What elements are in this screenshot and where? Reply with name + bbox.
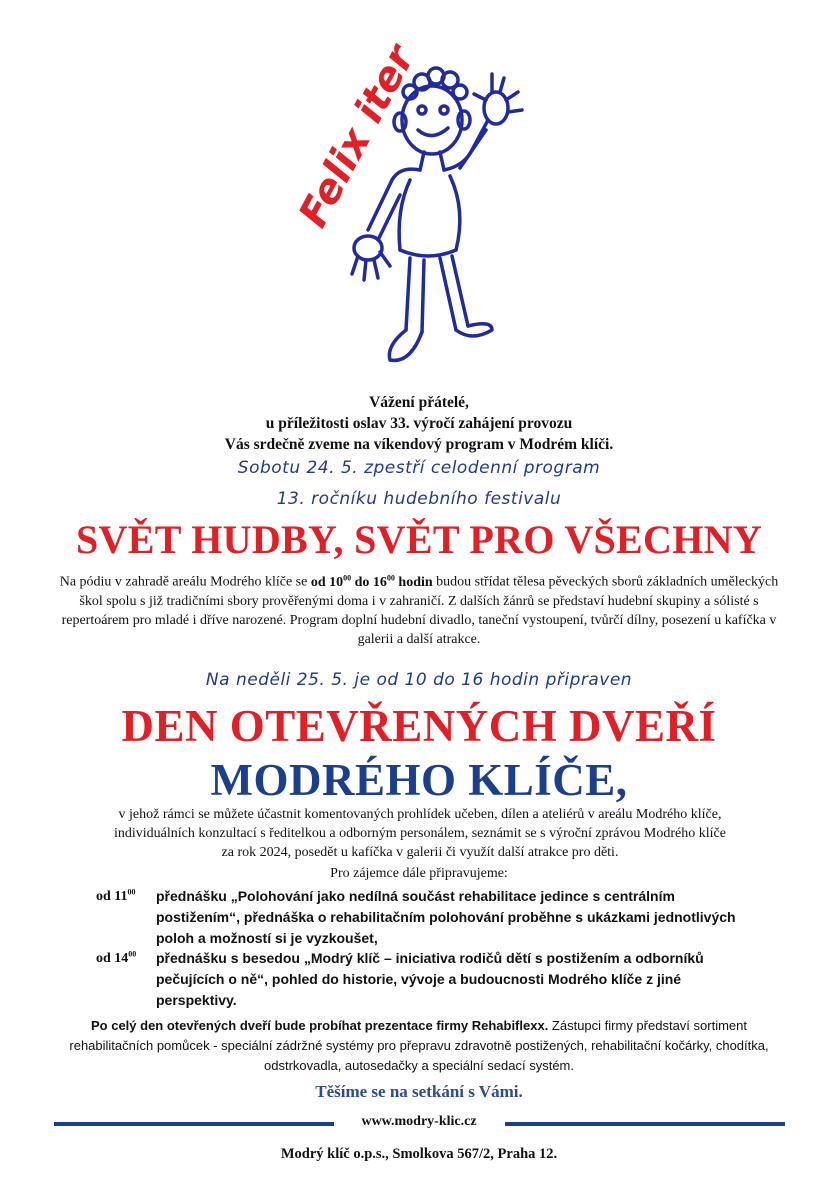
lecture-item — [96, 948, 746, 1011]
lecture-time-hour: od 11 — [96, 889, 128, 904]
lecture-text: přednášku s besedou „Modrý klíč – iniciativa rodičů dětí s postižením a odborníků pečujících o ně“, pohled do historie, vývoje a budoucnosti Modrého klíče z jiné perspektivy. — [156, 950, 704, 1008]
closing-line: Těšíme se na setkání s Vámi. — [315, 1082, 523, 1101]
saturday-line-2: 13. ročníku hudebního festivalu — [276, 489, 562, 509]
festival-desc-part1: Na pódiu v zahradě areálu Modrého klíče se — [59, 574, 311, 590]
time-start: od 10 — [310, 574, 344, 590]
logo-text: Felix iter — [290, 38, 424, 235]
greeting-line-1: Vážení přátelé, — [369, 394, 469, 411]
saturday-line-1: Sobotu 24. 5. zpestří celodenní program — [237, 458, 601, 478]
greeting-line-3: Vás srdečně zveme na víkendový program v Modrém klíči. — [224, 436, 614, 453]
felix-iter-logo — [260, 30, 540, 375]
time-start-sup: 00 — [343, 573, 352, 582]
festival-description — [55, 568, 783, 649]
lecture-time — [96, 948, 156, 969]
address-line: Modrý klíč o.p.s., Smolkova 567/2, Praha 12. — [280, 1146, 558, 1162]
time-unit: hodin — [394, 574, 433, 590]
sunday-line: Na neděli 25. 5. je od 10 do 16 hodin připraven — [205, 670, 633, 690]
interest-line: Pro zájemce dále připravujeme: — [330, 866, 508, 881]
festival-desc-time — [311, 575, 433, 590]
presentation-rest: Zástupci firmy představí sortiment rehabilitačních pomůcek - speciální zádržné systémy pro přepravu zdravotně postižených, rehabilitační kočárky, chodítka, odstrkovadla, autosedačky a speciální sedací systém. — [69, 1018, 769, 1073]
festival-title: SVĚT HUDBY, SVĚT PRO VŠECHNY — [75, 517, 763, 562]
lecture-time — [96, 886, 156, 907]
lecture-time-hour: od 14 — [96, 951, 129, 966]
open-day-title: DEN OTEVŘENÝCH DVEŘÍ — [121, 701, 717, 751]
lecture-item — [96, 886, 746, 949]
open-day-description: v jehož rámci se můžete účastnit komentovaných prohlídek učeben, dílen a ateliérů v areálu Modrého klíče, individuálních konzultací s ředitelkou a odborným personálem, seznámit se s výroční zprávou Modrého klíče za rok 2024, posedět u kafíčka v galerii či využít další atrakce pro děti. — [114, 807, 726, 860]
festival-desc-part2: budou střídat tělesa pěveckých sborů základních uměleckých škol spolu s již tradičními sbory prověřenými doma i v zahraničí. Z dalších žánrů se představí hudební skupiny a sólisté s repertoárem pro mladé i dříve narozené. Program doplní hudební divadlo, taneční vystoupení, tvůrčí dílny, posezení u kafíčka v galerii a další atrakce. — [61, 574, 779, 647]
lecture-time-sup: 00 — [127, 887, 136, 897]
lecture-time-sup: 00 — [128, 949, 137, 959]
time-end-sup: 00 — [386, 573, 395, 582]
presentation-paragraph — [55, 1016, 783, 1076]
lecture-text: přednášku „Polohování jako nedílná součást rehabilitace jedince s centrálním postižením“, přednáška o rehabilitačním polohování proběhne s ukázkami jednotlivých poloh a možností si je vyzkoušet, — [156, 888, 736, 946]
stick-figure-illustration — [260, 30, 540, 375]
time-end: do 16 — [351, 574, 387, 590]
website-link[interactable]: www.modry-klic.cz — [361, 1114, 477, 1129]
greeting-block — [0, 392, 838, 455]
greeting-line-2: u příležitosti oslav 33. výročí zahájení provozu — [265, 415, 573, 432]
open-day-subtitle: MODRÉHO KLÍČE, — [210, 755, 628, 805]
presentation-bold: Po celý den otevřených dveří bude probíhat prezentace firmy Rehabiflexx. — [91, 1018, 549, 1033]
